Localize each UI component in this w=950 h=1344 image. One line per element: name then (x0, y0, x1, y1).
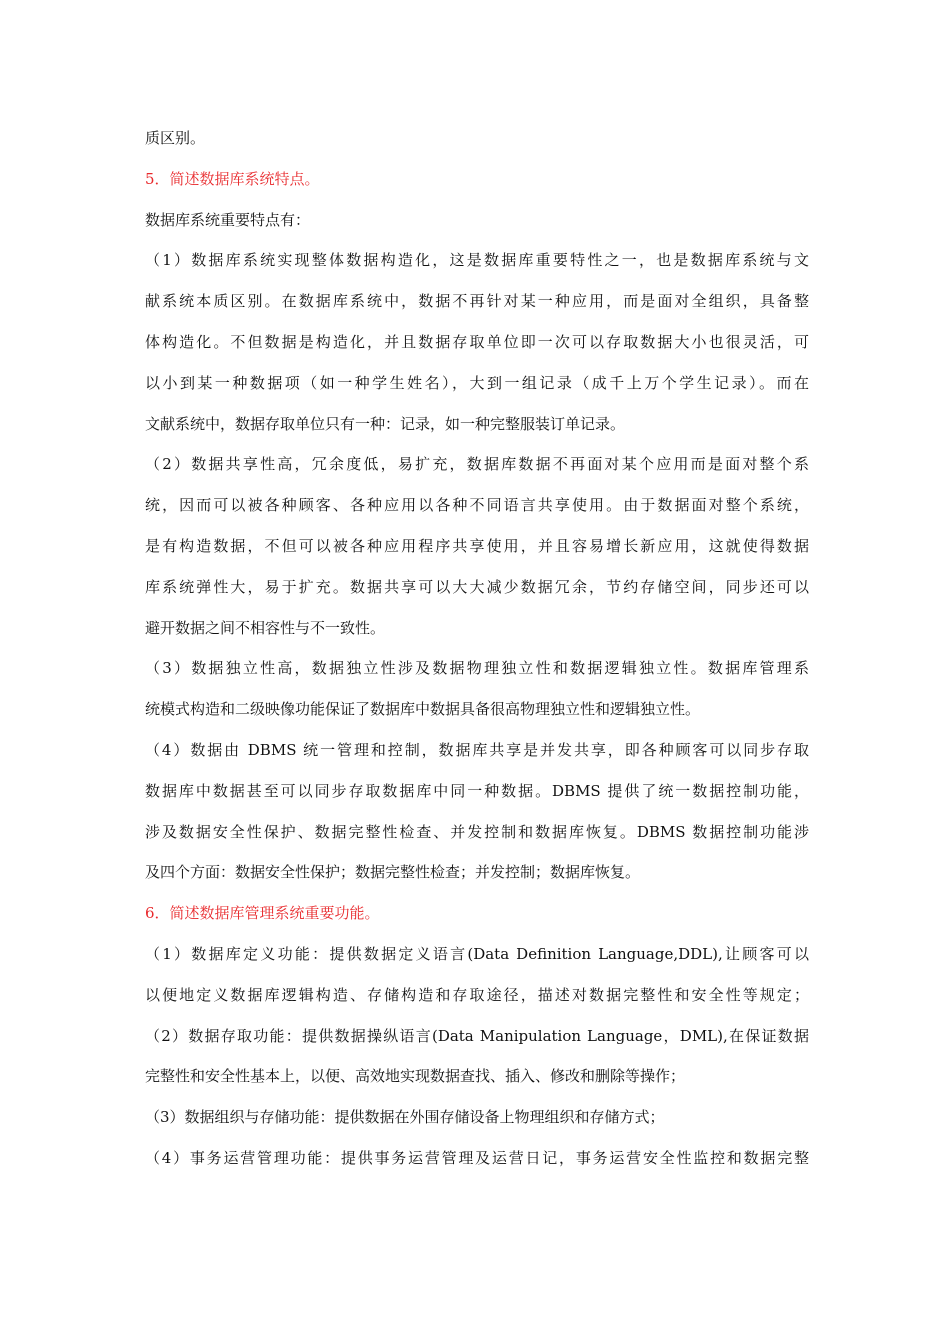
paragraph-line: （3）数据组织与存储功能：提供数据在外围存储设备上物理组织和存储方式； (145, 1108, 665, 1127)
paragraph-line: 数据库中数据甚至可以同步存取数据库中同一种数据。DBMS 提供了统一数据控制功能， (145, 781, 809, 800)
paragraph-line: 以便地定义数据库逻辑构造、存储构造和存取途径，描述对数据完整性和安全性等规定； (145, 985, 809, 1004)
paragraph-line: （3）数据独立性高，数据独立性涉及数据物理独立性和数据逻辑独立性。数据库管理系 (145, 659, 809, 678)
document-body (145, 118, 809, 1179)
paragraph-line: （4）事务运营管理功能：提供事务运营管理及运营日记，事务运营安全性监控和数据完整 (145, 1148, 809, 1167)
section-heading: 5．简述数据库系统特点。 (145, 169, 320, 188)
paragraph-line: （4）数据由 DBMS 统一管理和控制，数据库共享是并发共享，即各种顾客可以同步存取 (145, 740, 809, 759)
paragraph-line: （2）数据存取功能：提供数据操纵语言(Data Manipulation Language，DML),在保证数据 (145, 1026, 809, 1045)
paragraph-line: 以小到某一种数据项（如一种学生姓名），大到一组记录（成千上万个学生记录）。而在 (145, 373, 809, 392)
paragraph-line: 及四个方面：数据安全性保护；数据完整性检查；并发控制；数据库恢复。 (145, 863, 641, 882)
paragraph-line: 质区别。 (145, 129, 206, 147)
paragraph-line: （1）数据库定义功能：提供数据定义语言(Data Definition Language,DDL),让顾客可以 (145, 944, 809, 963)
paragraph-line: （2）数据共享性高，冗余度低，易扩充，数据库数据不再面对某个应用而是面对整个系 (145, 455, 809, 474)
paragraph-line: 库系统弹性大，易于扩充。数据共享可以大大减少数据冗余，节约存储空间，同步还可以 (145, 577, 809, 596)
paragraph-line: 献系统本质区别。在数据库系统中，数据不再针对某一种应用，而是面对全组织，具备整 (145, 292, 809, 311)
paragraph-line: 体构造化。不但数据是构造化，并且数据存取单位即一次可以存取数据大小也很灵活，可 (145, 332, 809, 351)
paragraph-line: 涉及数据安全性保护、数据完整性检查、并发控制和数据库恢复。DBMS 数据控制功能涉 (145, 822, 809, 841)
paragraph-line: 数据库系统重要特点有： (145, 210, 311, 229)
paragraph-line: 是有构造数据，不但可以被各种应用程序共享使用，并且容易增长新应用，这就使得数据 (145, 536, 809, 555)
section-heading: 6．简述数据库管理系统重要功能。 (145, 904, 380, 923)
paragraph-line: 统，因而可以被各种顾客、各种应用以各种不同语言共享使用。由于数据面对整个系统， (145, 496, 809, 515)
paragraph-line: 文献系统中，数据存取单位只有一种：记录，如一种完整服装订单记录。 (145, 414, 626, 433)
paragraph-line: 完整性和安全性基本上，以便、高效地实现数据查找、插入、修改和删除等操作； (145, 1067, 686, 1086)
paragraph-line: 避开数据之间不相容性与不一致性。 (145, 618, 386, 637)
paragraph-line: （1）数据库系统实现整体数据构造化，这是数据库重要特性之一，也是数据库系统与文 (145, 251, 809, 270)
paragraph-line: 统模式构造和二级映像功能保证了数据库中数据具备很高物理独立性和逻辑独立性。 (145, 700, 701, 719)
